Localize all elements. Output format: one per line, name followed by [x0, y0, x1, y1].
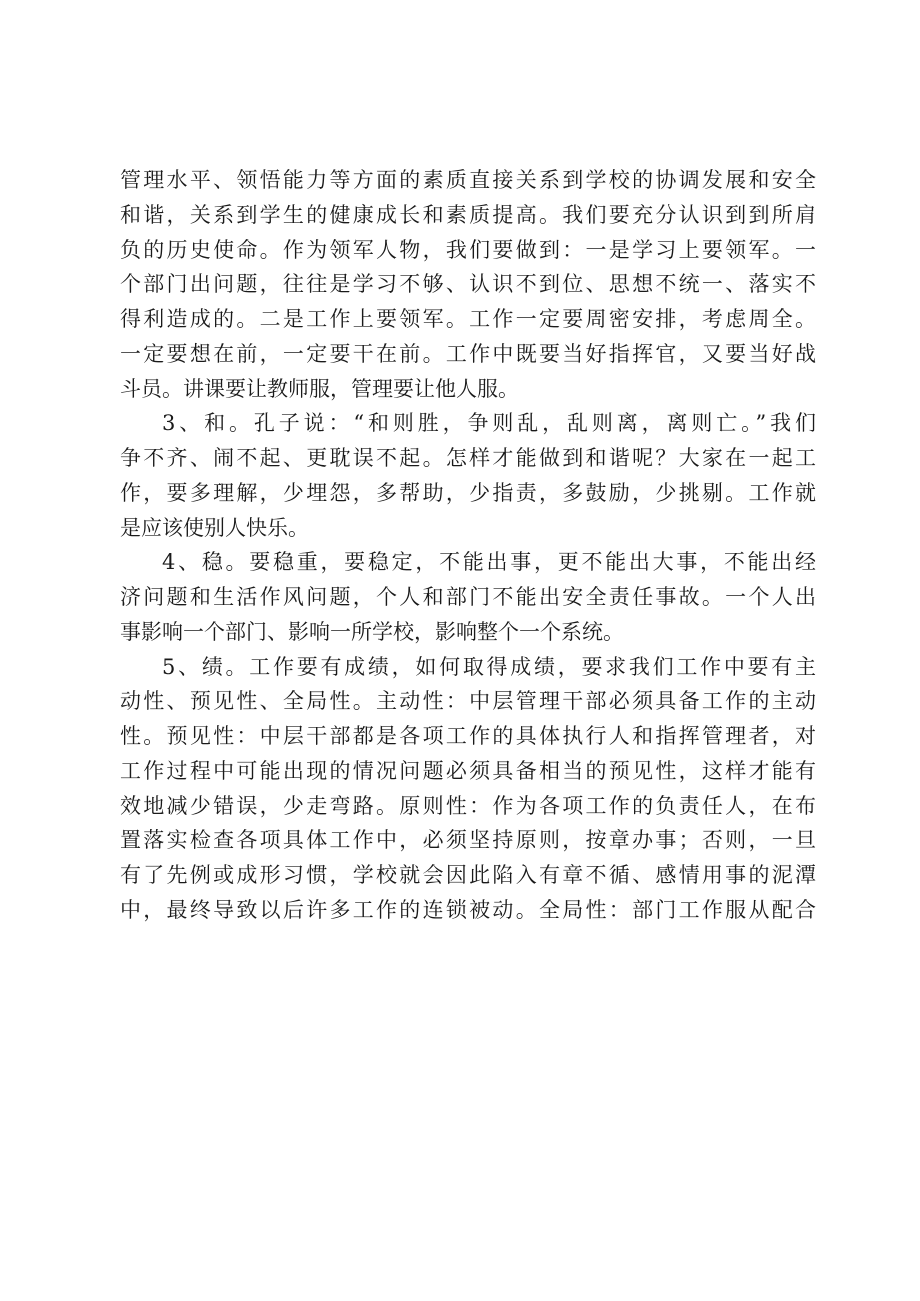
text-line: 个部门出问题，往往是学习不够、认识不到位、思想不统一、落实不 [120, 272, 816, 297]
text-line: 和谐，关系到学生的健康成长和素质提高。我们要充分认识到到所肩 [120, 202, 816, 227]
text-line: 是应该使别人快乐。 [120, 515, 309, 540]
body-text [120, 163, 816, 928]
text-line: 3、和。孔子说：“和则胜，争则乱，乱则离，离则亡。”我们 [162, 411, 816, 436]
text-line: 作，要多理解，少埋怨，多帮助，少指责，多鼓励，少挑剔。工作就 [120, 480, 816, 505]
text-line: 动性、预见性、全局性。主动性：中层管理干部必须具备工作的主动 [120, 689, 816, 714]
text-line: 斗员。讲课要让教师服，管理要让他人服。 [120, 376, 519, 401]
text-line: 济问题和生活作风问题，个人和部门不能出安全责任事故。一个人出 [120, 585, 816, 609]
text-line: 中，最终导致以后许多工作的连锁被动。全局性：部门工作服从配合 [120, 897, 816, 922]
text-line: 负的历史使命。作为领军人物，我们要做到：一是学习上要领军。一 [120, 237, 816, 262]
text-line: 效地减少错误，少走弯路。原则性：作为各项工作的负责任人，在布 [120, 793, 816, 818]
text-line: 4、稳。要稳重，要稳定，不能出事，更不能出大事，不能出经 [162, 550, 816, 575]
text-line: 事影响一个部门、影响一所学校，影响整个一个系统。 [120, 619, 624, 644]
text-line: 性。预见性：中层干部都是各项工作的具体执行人和指挥管理者，对 [120, 724, 816, 748]
text-line: 置落实检查各项具体工作中，必须坚持原则，按章办事；否则，一旦 [120, 828, 816, 853]
text-line: 5、绩。工作要有成绩，如何取得成绩，要求我们工作中要有主 [162, 654, 816, 679]
text-line: 争不齐、闹不起、更耽误不起。怎样才能做到和谐呢？大家在一起工 [120, 446, 816, 470]
text-line: 管理水平、领悟能力等方面的素质直接关系到学校的协调发展和安全 [120, 168, 816, 192]
text-line: 工作过程中可能出现的情况问题必须具备相当的预见性，这样才能有 [120, 758, 816, 783]
text-line: 一定要想在前，一定要干在前。工作中既要当好指挥官，又要当好战 [120, 341, 816, 366]
text-line: 有了先例或成形习惯，学校就会因此陷入有章不循、感情用事的泥潭 [120, 863, 816, 887]
text-line: 得利造成的。二是工作上要领军。工作一定要周密安排，考虑周全。 [120, 307, 816, 331]
